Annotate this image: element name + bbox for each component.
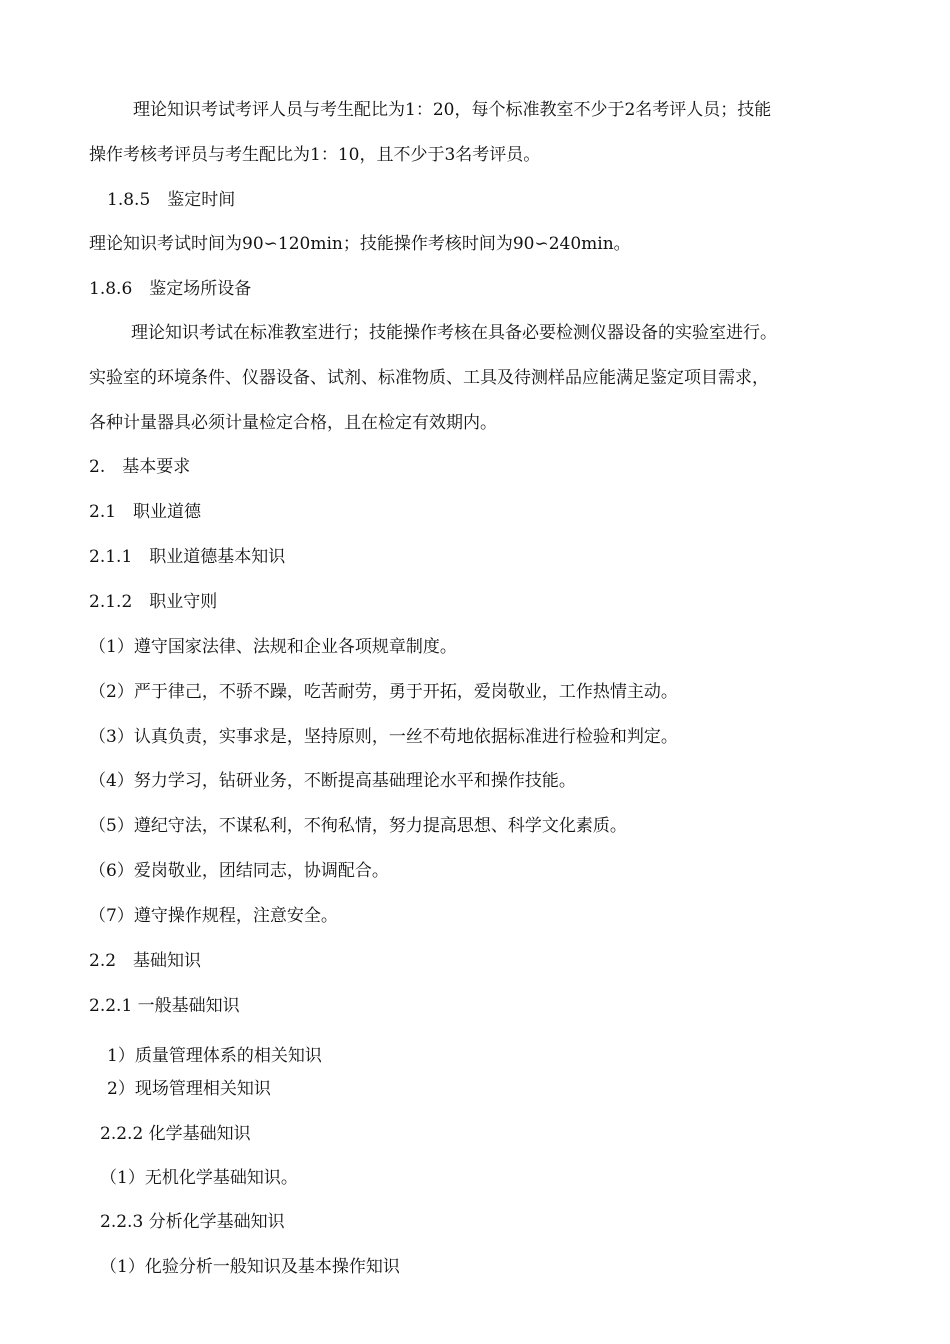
list-item: （2）严于律己，不骄不躁，吃苦耐劳，勇于开拓，爱岗敬业，工作热情主动。: [89, 682, 678, 702]
list-item: （1）遵守国家法律、法规和企业各项规章制度。: [89, 637, 457, 657]
list-item: （1）无机化学基础知识。: [100, 1168, 298, 1188]
paragraph-line: 操作考核考评员与考生配比为1：10，且不少于3名考评员。: [89, 145, 541, 165]
section-heading: 2.1.2 职业守则: [89, 592, 218, 612]
section-heading: 2.2 基础知识: [89, 951, 202, 971]
list-item: （6）爱岗敬业，团结同志，协调配合。: [89, 861, 389, 881]
list-item: （3）认真负责，实事求是，坚持原则，一丝不苟地依据标准进行检验和判定。: [89, 727, 678, 747]
section-heading: 1.8.6 鉴定场所设备: [89, 279, 252, 299]
section-heading: 2.2.1 一般基础知识: [89, 996, 240, 1016]
section-heading: 2.2.3 分析化学基础知识: [100, 1212, 285, 1232]
list-item: 1）质量管理体系的相关知识: [107, 1046, 322, 1066]
paragraph-line: 理论知识考试时间为90∽120min；技能操作考核时间为90∽240min。: [89, 234, 631, 254]
paragraph-line: 各种计量器具必须计量检定合格，且在检定有效期内。: [89, 413, 497, 433]
list-item: （4）努力学习，钻研业务，不断提高基础理论水平和操作技能。: [89, 771, 576, 791]
paragraph-line: 理论知识考试在标准教室进行；技能操作考核在具备必要检测仪器设备的实验室进行。: [131, 323, 777, 343]
list-item: （5）遵纪守法，不谋私利，不徇私情，努力提高思想、科学文化素质。: [89, 816, 627, 836]
list-item: （1）化验分析一般知识及基本操作知识: [100, 1257, 400, 1277]
list-item: 2）现场管理相关知识: [107, 1079, 271, 1099]
section-heading: 1.8.5 鉴定时间: [107, 190, 236, 210]
section-heading: 2.2.2 化学基础知识: [100, 1124, 251, 1144]
paragraph-line: 实验室的环境条件、仪器设备、试剂、标准物质、工具及待测样品应能满足鉴定项目需求，: [89, 368, 769, 388]
paragraph-line: 理论知识考试考评人员与考生配比为1：20，每个标准教室不少于2名考评人员；技能: [133, 100, 772, 120]
section-heading: 2.1 职业道德: [89, 502, 202, 522]
list-item: （7）遵守操作规程，注意安全。: [89, 906, 338, 926]
section-heading: 2. 基本要求: [89, 457, 191, 477]
section-heading: 2.1.1 职业道德基本知识: [89, 547, 286, 567]
